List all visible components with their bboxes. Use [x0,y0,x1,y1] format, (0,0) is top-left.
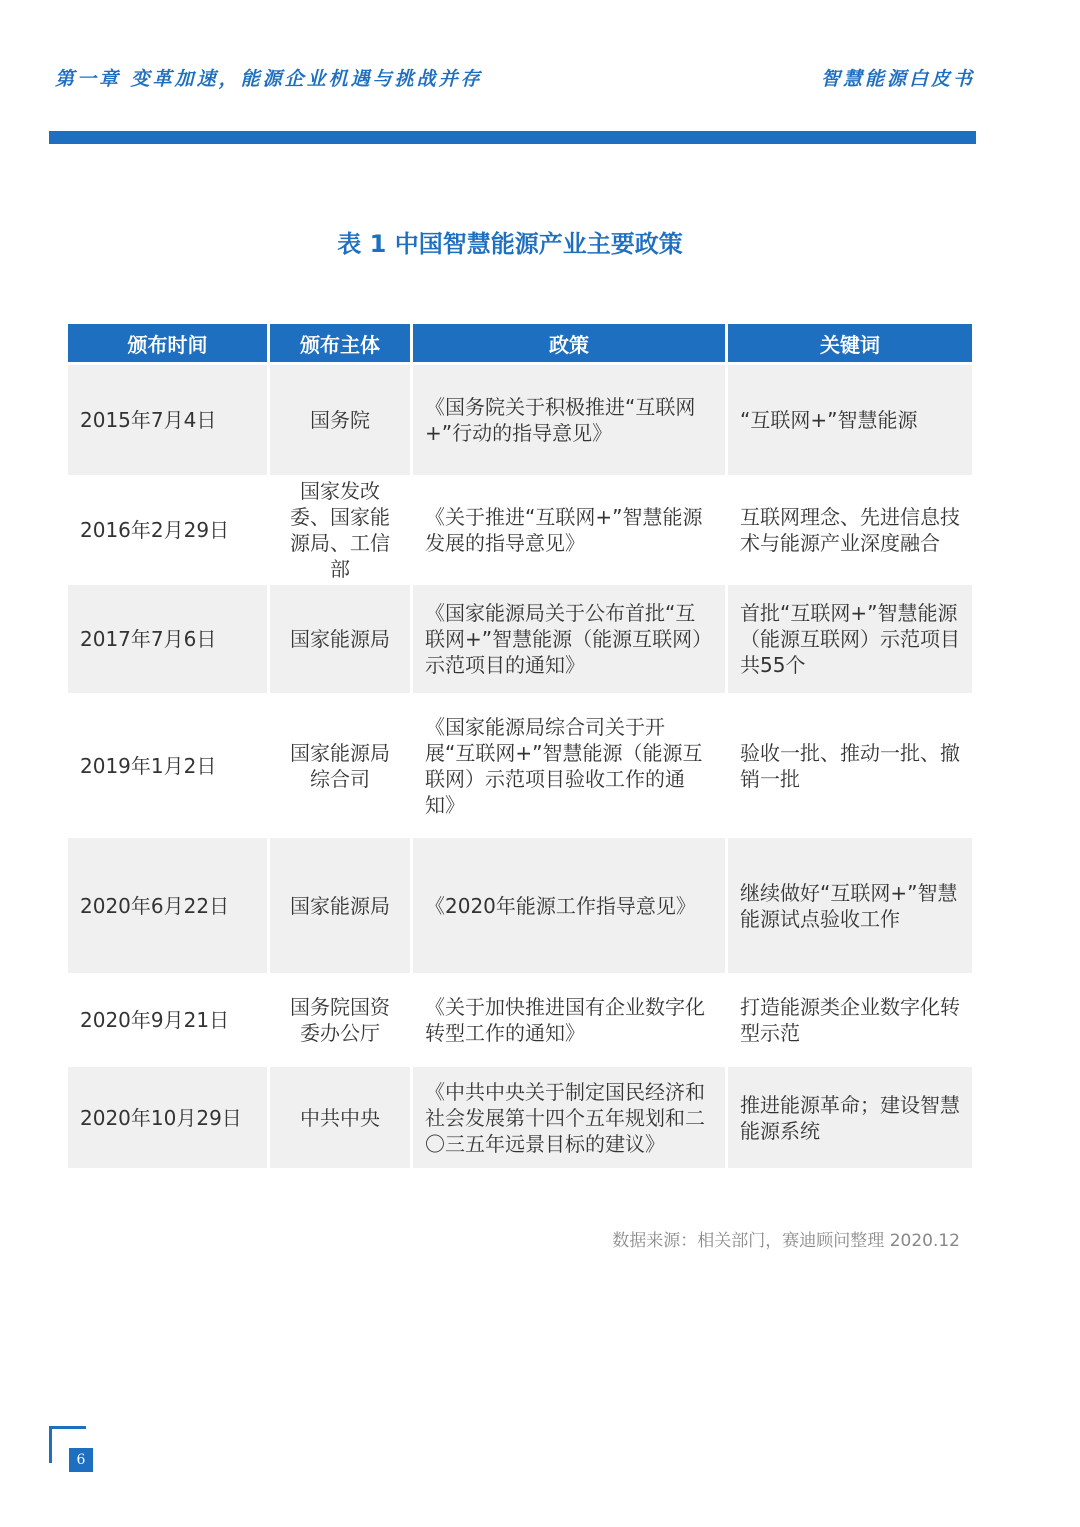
cell-keywords: 验收一批、推动一批、撤销一批 [728,696,972,838]
table-row [68,696,972,838]
cell-date: 2020年9月21日 [68,976,270,1067]
table-header-row [68,324,972,365]
header-divider [49,131,976,144]
column-header-issuer: 颁布主体 [270,324,413,365]
cell-keywords: “互联网+”智慧能源 [728,365,972,478]
table-row [68,365,972,478]
cell-issuer: 中共中央 [270,1067,413,1171]
cell-keywords: 打造能源类企业数字化转型示范 [728,976,972,1067]
cell-keywords: 推进能源革命；建设智慧能源系统 [728,1067,972,1171]
table-row [68,478,972,585]
table-row [68,1067,972,1171]
cell-issuer: 国家能源局综合司 [270,696,413,838]
page-number: 6 [69,1448,93,1472]
document-title: 智慧能源白皮书 [820,68,975,90]
cell-issuer: 国家能源局 [270,585,413,696]
cell-policy: 《国务院关于积极推进“互联网+”行动的指导意见》 [413,365,728,478]
cell-issuer: 国家发改委、国家能源局、工信部 [270,478,413,585]
table-row [68,585,972,696]
cell-policy: 《关于加快推进国有企业数字化转型工作的通知》 [413,976,728,1067]
cell-policy: 《中共中央关于制定国民经济和社会发展第十四个五年规划和二〇三五年远景目标的建议》 [413,1067,728,1171]
cell-date: 2016年2月29日 [68,478,270,585]
cell-date: 2017年7月6日 [68,585,270,696]
cell-issuer: 国务院 [270,365,413,478]
cell-keywords: 首批“互联网+”智慧能源（能源互联网）示范项目共55个 [728,585,972,696]
column-header-date: 颁布时间 [68,324,270,365]
cell-issuer: 国务院国资委办公厅 [270,976,413,1067]
data-source-note: 数据来源：相关部门，赛迪顾问整理 2020.12 [612,1231,960,1251]
table-row [68,838,972,976]
table-row [68,976,972,1067]
cell-policy: 《2020年能源工作指导意见》 [413,838,728,976]
column-header-policy: 政策 [413,324,728,365]
policy-table [68,324,972,1171]
cell-policy: 《关于推进“互联网+”智慧能源发展的指导意见》 [413,478,728,585]
table-title: 表 1 中国智慧能源产业主要政策 [337,230,683,258]
cell-date: 2020年10月29日 [68,1067,270,1171]
cell-keywords: 继续做好“互联网+”智慧能源试点验收工作 [728,838,972,976]
cell-date: 2019年1月2日 [68,696,270,838]
cell-date: 2015年7月4日 [68,365,270,478]
column-header-keywords: 关键词 [728,324,972,365]
cell-policy: 《国家能源局综合司关于开展“互联网+”智慧能源（能源互联网）示范项目验收工作的通知》 [413,696,728,838]
chapter-title: 第一章 变革加速，能源企业机遇与挑战并存 [55,68,483,90]
cell-keywords: 互联网理念、先进信息技术与能源产业深度融合 [728,478,972,585]
cell-date: 2020年6月22日 [68,838,270,976]
cell-issuer: 国家能源局 [270,838,413,976]
cell-policy: 《国家能源局关于公布首批“互联网+”智慧能源（能源互联网）示范项目的通知》 [413,585,728,696]
